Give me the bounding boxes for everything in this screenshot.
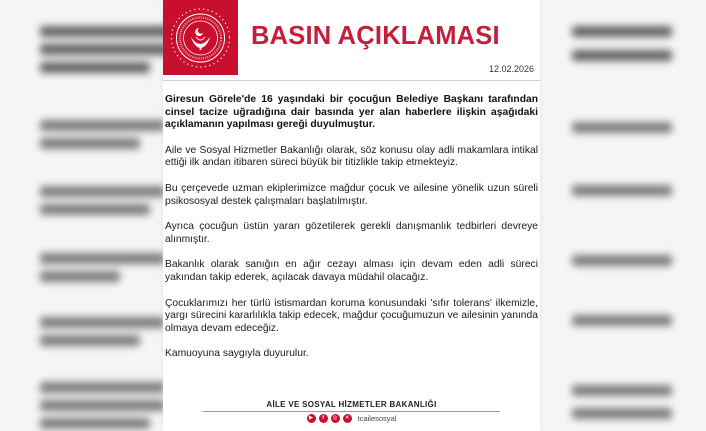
page-title: BASIN AÇIKLAMASI [251, 22, 500, 50]
footer-organization: AİLE VE SOSYAL HİZMETLER BAKANLIĞI [266, 400, 437, 409]
paragraph-3: Ayrıca çocuğun üstün yararı gözetilerek gerekli danışmanlık tedbirleri devreye alınmıştır. [165, 221, 538, 245]
ministry-emblem-icon [163, 0, 238, 75]
paragraph-1: Aile ve Sosyal Hizmetler Bakanlığı olarak, söz konusu olay adli makamlara intikal ettiği ilk andan itibaren süreci büyük bir titizlikle takip etmekteyiz. [165, 144, 538, 169]
youtube-icon: ▶ [307, 414, 316, 423]
paragraph-4: Bakanlık olarak sanığın en ağır cezayı alması için devam eden adli süreci yakından takip ederek, açılacak davaya müdahil olacağız. [165, 259, 538, 283]
header-divider [163, 80, 540, 81]
paragraph-2: Bu çerçevede uzman ekiplerimizce mağdur çocuk ve ailesine yönelik uzun süreli psikososyal destek çalışmaları başlatılmıştır. [165, 182, 538, 207]
footer-divider [203, 411, 500, 412]
footer-social-links [163, 414, 540, 423]
closing-paragraph: Kamuoyuna saygıyla duyurulur. [165, 348, 309, 360]
lead-paragraph: Giresun Görele'de 16 yaşındaki bir çocuğun Belediye Başkanı tarafından cinsel tacize uğradığına dair basında yer alan haberlere ilişkin aşağıdaki açıklamanın yapılması gereği duyulmuştur. [165, 94, 538, 131]
social-handle: tcailesosyal [357, 414, 397, 423]
release-date: 12.02.2026 [488, 64, 534, 74]
instagram-icon: ◎ [331, 414, 340, 423]
statement-body [165, 94, 538, 374]
x-icon: ✕ [343, 414, 352, 423]
facebook-icon: f [319, 414, 328, 423]
press-release-document [163, 0, 540, 431]
ministry-logo [163, 0, 238, 75]
paragraph-5: Çocuklarımızı her türlü istismardan koruma konusundaki 'sıfır tolerans' ilkemizle, yargı sürecini kararlılıkla takip edecek, mağdur çocuğumuzun ve ailesinin yanında olmaya devam edeceğiz. [165, 297, 538, 334]
